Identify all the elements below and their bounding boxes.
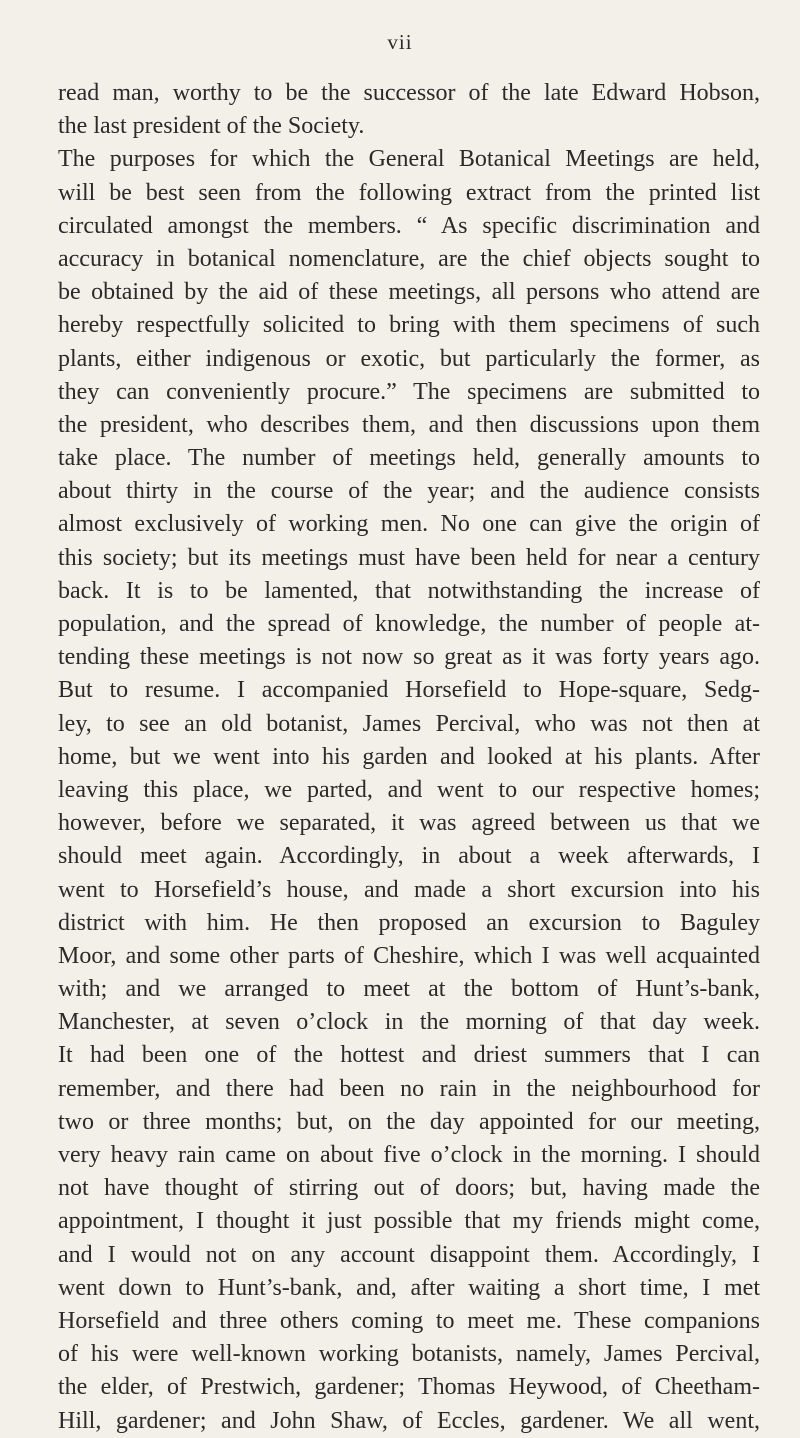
text-line: take place. The number of meetings held, generally amounts to [58,445,760,472]
text-line: tending these meetings is not now so great as it was forty years ago. [58,644,760,671]
text-line: this society; but its meetings must have been held for near a century [58,544,760,571]
text-line: however, before we separated, it was agreed between us that we [58,810,760,837]
text-line: Hill, gardener; and John Shaw, of Eccles, gardener. We all went, [58,1407,760,1434]
text-line: two or three months; but, on the day appointed for our meeting, [58,1108,760,1135]
text-line: with; and we arranged to meet at the bottom of Hunt’s-bank, [58,976,760,1003]
text-line: the elder, of Prestwich, gardener; Thomas Heywood, of Cheetham- [58,1374,760,1401]
text-line: very heavy rain came on about five o’clock in the morning. I should [58,1142,760,1168]
text-line: be obtained by the aid of these meetings, all persons who attend are [58,279,760,306]
text-line: Manchester, at seven o’clock in the morning of that day week. [58,1009,760,1036]
text-line: almost exclusively of working men. No one can give the origin of [58,511,760,538]
text-line: population, and the spread of knowledge, the number of people at- [58,611,760,637]
text-line: about thirty in the course of the year; and the audience consists [58,478,760,505]
text-line: and I would not on any account disappoint them. Accordingly, I [58,1241,760,1268]
text-line: accuracy in botanical nomenclature, are the chief objects sought to [58,245,760,272]
body-text [58,77,760,1438]
text-line: should meet again. Accordingly, in about a week afterwards, I [58,843,760,870]
text-line: the last president of the Society. [58,113,365,140]
text-line: hereby respectfully solicited to bring with them specimens of such [58,312,760,339]
text-line: appointment, I thought it just possible that my friends might come, [58,1208,760,1235]
text-line: ley, to see an old botanist, James Percival, who was not then at [58,710,760,737]
text-line: they can conveniently procure.” The specimens are submitted to [58,378,760,405]
text-line: of his were well-known working botanists, namely, James Percival, [58,1341,760,1368]
text-line: back. It is to be lamented, that notwithstanding the increase of [58,577,760,604]
text-line: Horsefield and three others coming to meet me. These companions [58,1307,760,1334]
text-line: not have thought of stirring out of doors; but, having made the [58,1175,760,1202]
text-line: the president, who describes them, and then discussions upon them [58,411,760,438]
text-line: went to Horsefield’s house, and made a short excursion into his [58,876,760,903]
text-line: circulated amongst the members. “ As specific discrimination and [58,212,760,239]
text-line: leaving this place, we parted, and went to our respective homes; [58,776,760,803]
text-line: It had been one of the hottest and driest summers that I can [58,1042,760,1069]
text-line: plants, either indigenous or exotic, but particularly the former, as [58,345,760,372]
text-line: will be best seen from the following extract from the printed list [58,179,760,206]
text-line: home, but we went into his garden and looked at his plants. After [58,743,760,770]
text-line: went down to Hunt’s-bank, and, after waiting a short time, I met [58,1274,760,1301]
text-line: But to resume. I accompanied Horsefield to Hope-square, Sedg- [58,677,760,704]
text-line: remember, and there had been no rain in the neighbourhood for [58,1075,760,1102]
text-line: Moor, and some other parts of Cheshire, which I was well acquainted [58,942,760,969]
text-line: district with him. He then proposed an excursion to Baguley [58,909,760,936]
page-number: vii [387,30,413,54]
text-line: The purposes for which the General Botanical Meetings are held, [58,146,760,173]
text-line: read man, worthy to be the successor of the late Edward Hobson, [58,80,760,106]
